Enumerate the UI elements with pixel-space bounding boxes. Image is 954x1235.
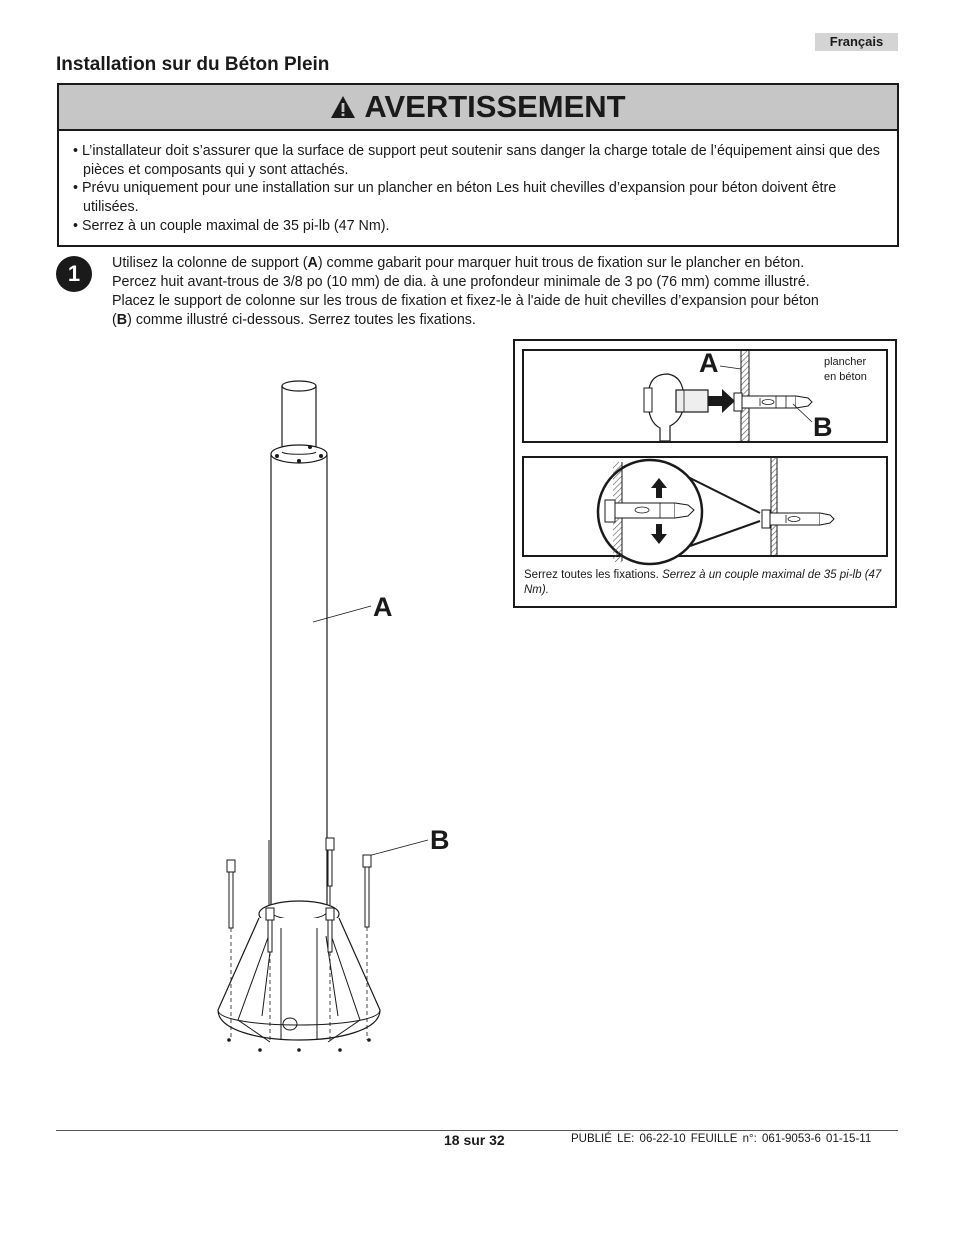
- publication-info: PUBLIÉ LE: 06-22-10 FEUILLE n°: 061-9053-6 01-15-11: [571, 1133, 872, 1145]
- step-line: (B) comme illustré ci-dessous. Serrez toutes les fixations.: [112, 312, 476, 328]
- bolt-label-b: B: [430, 825, 450, 855]
- warning-title: AVERTISSEMENT: [364, 89, 626, 124]
- step-line: Utilisez la colonne de support (A) comme gabarit pour marquer huit trous de fixation sur le plancher en béton.: [112, 255, 805, 271]
- page-number: 18 sur 32: [444, 1132, 505, 1148]
- footer-divider: [56, 1130, 898, 1131]
- warning-item: • Serrez à un couple maximal de 35 pi-lb (47 Nm).: [73, 217, 390, 234]
- detail-label-b: B: [813, 412, 833, 442]
- warning-item: • Prévu uniquement pour une installation sur un plancher en béton Les huit chevilles d’expansion pour béton doivent être utilisées.: [73, 180, 837, 216]
- step-line: Placez le support de colonne sur les trous de fixation et fixez-le à l'aide de huit chevilles d’expansion pour béton: [112, 293, 819, 309]
- language-badge: Français: [815, 33, 898, 51]
- warning-item: • L’installateur doit s’assurer que la surface de support peut soutenir sans danger la charge totale de l’équipement ainsi que des pièces et composants qui y sont attachés.: [73, 143, 880, 178]
- floor-label: plancher en béton: [824, 356, 867, 383]
- step-number: 1: [56, 256, 92, 292]
- torque-note: Serrez toutes les fixations. Serrez à un couple maximal de 35 pi-lb (47 Nm).: [524, 569, 882, 596]
- column-figure: [218, 381, 428, 1051]
- column-label-a: A: [373, 592, 393, 622]
- detail-label-a: A: [699, 348, 719, 378]
- step-line: Percez huit avant-trous de 3/8 po (10 mm) de dia. à une profondeur minimale de 3 po (76 mm) comme illustré.: [112, 274, 810, 290]
- section-title: Installation sur du Béton Plein: [56, 54, 330, 75]
